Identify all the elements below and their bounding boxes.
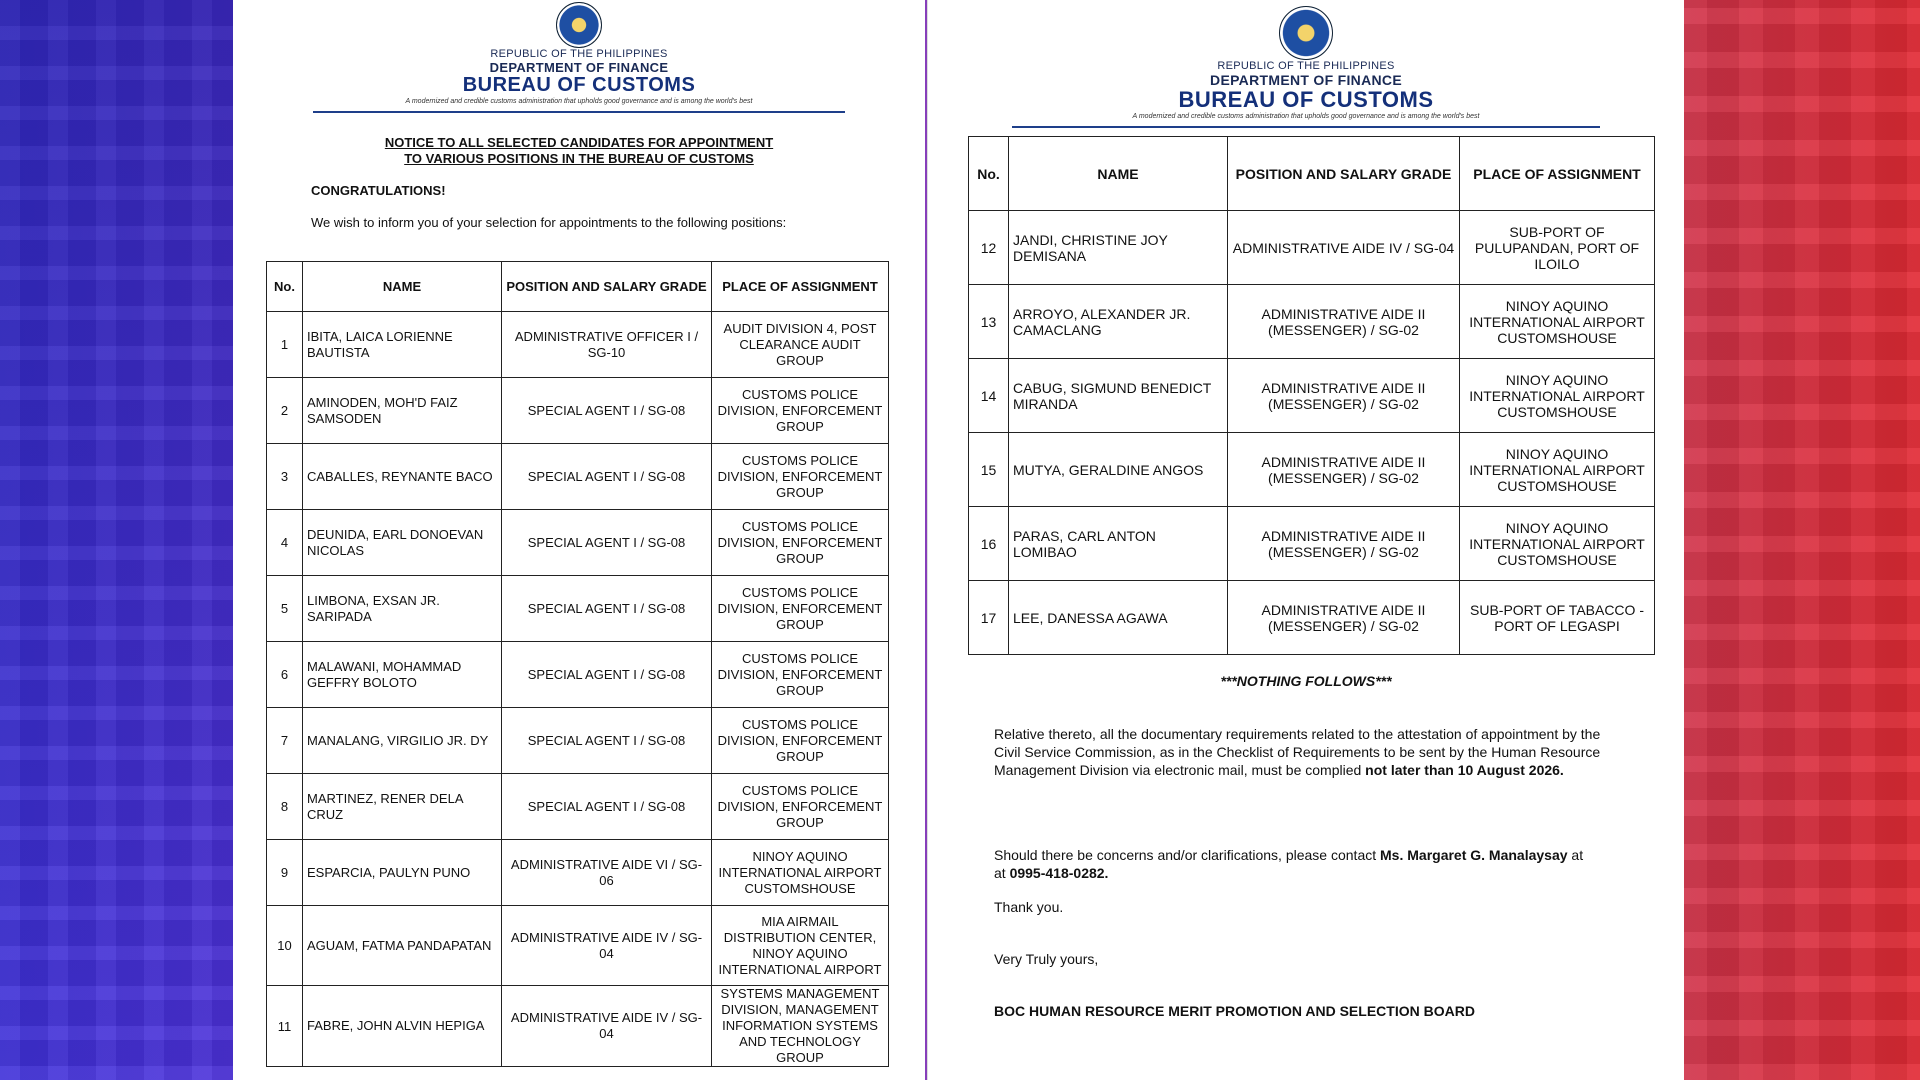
letterhead-bureau: BUREAU OF CUSTOMS xyxy=(462,74,696,96)
row-name: MUTYA, GERALDINE ANGOS xyxy=(1009,433,1228,507)
row-place: CUSTOMS POLICE DIVISION, ENFORCEMENT GROUP xyxy=(712,774,889,840)
row-position: SPECIAL AGENT I / SG-08 xyxy=(502,576,712,642)
table-header-row xyxy=(969,137,1655,211)
requirements-deadline: not later than 10 August 2026. xyxy=(1365,762,1564,778)
contact-person: Ms. Margaret G. Manalaysay xyxy=(1380,847,1568,863)
row-position: ADMINISTRATIVE AIDE IV / SG-04 xyxy=(502,986,712,1067)
row-name: JANDI, CHRISTINE JOY DEMISANA xyxy=(1009,211,1228,285)
column-header-name: NAME xyxy=(303,262,502,312)
requirements-paragraph xyxy=(994,725,1624,779)
row-place: SUB-PORT OF TABACCO - PORT OF LEGASPI xyxy=(1460,581,1655,655)
closing: Very Truly yours, xyxy=(994,951,1099,967)
row-place: SYSTEMS MANAGEMENT DIVISION, MANAGEMENT INFORMATION SYSTEMS AND TECHNOLOGY GROUP xyxy=(712,986,889,1067)
row-number: 13 xyxy=(969,285,1009,359)
row-name: IBITA, LAICA LORIENNE BAUTISTA xyxy=(303,312,502,378)
table-row xyxy=(267,312,889,378)
row-name: LEE, DANESSA AGAWA xyxy=(1009,581,1228,655)
row-place: CUSTOMS POLICE DIVISION, ENFORCEMENT GROUP xyxy=(712,444,889,510)
table-header-row xyxy=(267,262,889,312)
letterhead-divider xyxy=(313,111,845,113)
row-name: AGUAM, FATMA PANDAPATAN xyxy=(303,906,502,986)
row-position: ADMINISTRATIVE AIDE IV / SG-04 xyxy=(502,906,712,986)
notice-title-line2: TO VARIOUS POSITIONS IN THE BUREAU OF CUSTOMS xyxy=(404,151,754,166)
table-row xyxy=(267,642,889,708)
nothing-follows: ***NOTHING FOLLOWS*** xyxy=(1220,673,1392,689)
row-number: 3 xyxy=(267,444,303,510)
table-row xyxy=(969,285,1655,359)
table-body xyxy=(267,312,889,1067)
row-place: CUSTOMS POLICE DIVISION, ENFORCEMENT GROUP xyxy=(712,642,889,708)
letterhead-republic: REPUBLIC OF THE PHILIPPINES xyxy=(490,48,668,60)
row-number: 7 xyxy=(267,708,303,774)
table-row xyxy=(969,507,1655,581)
row-name: LIMBONA, EXSAN JR. SARIPADA xyxy=(303,576,502,642)
row-number: 4 xyxy=(267,510,303,576)
row-number: 16 xyxy=(969,507,1009,581)
document-page-2 xyxy=(927,0,1684,1080)
row-place: NINOY AQUINO INTERNATIONAL AIRPORT CUSTOMSHOUSE xyxy=(1460,359,1655,433)
row-name: AMINODEN, MOH'D FAIZ SAMSODEN xyxy=(303,378,502,444)
row-number: 6 xyxy=(267,642,303,708)
row-number: 10 xyxy=(267,906,303,986)
row-name: FABRE, JOHN ALVIN HEPIGA xyxy=(303,986,502,1067)
row-name: CABALLES, REYNANTE BACO xyxy=(303,444,502,510)
row-name: ESPARCIA, PAULYN PUNO xyxy=(303,840,502,906)
row-place: CUSTOMS POLICE DIVISION, ENFORCEMENT GROUP xyxy=(712,510,889,576)
row-number: 15 xyxy=(969,433,1009,507)
row-place: AUDIT DIVISION 4, POST CLEARANCE AUDIT GROUP xyxy=(712,312,889,378)
letterhead-department: DEPARTMENT OF FINANCE xyxy=(1210,72,1402,88)
row-number: 5 xyxy=(267,576,303,642)
row-place: NINOY AQUINO INTERNATIONAL AIRPORT CUSTOMSHOUSE xyxy=(1460,433,1655,507)
column-header-no: No. xyxy=(267,262,303,312)
row-name: MARTINEZ, RENER DELA CRUZ xyxy=(303,774,502,840)
table-row xyxy=(267,510,889,576)
letterhead xyxy=(233,2,925,113)
row-position: ADMINISTRATIVE AIDE IV / SG-04 xyxy=(1228,211,1460,285)
table-row xyxy=(267,378,889,444)
letterhead-tagline: A modernized and credible customs administration that upholds good governance and is among the world's best xyxy=(405,98,753,105)
row-position: ADMINISTRATIVE AIDE II (MESSENGER) / SG-02 xyxy=(1228,433,1460,507)
document-page-1 xyxy=(233,0,925,1080)
row-position: SPECIAL AGENT I / SG-08 xyxy=(502,642,712,708)
row-name: ARROYO, ALEXANDER JR. CAMACLANG xyxy=(1009,285,1228,359)
table-body xyxy=(969,211,1655,655)
column-header-position: POSITION AND SALARY GRADE xyxy=(1228,137,1460,211)
row-number: 1 xyxy=(267,312,303,378)
column-header-place: PLACE OF ASSIGNMENT xyxy=(1460,137,1655,211)
column-header-position: POSITION AND SALARY GRADE xyxy=(502,262,712,312)
row-number: 2 xyxy=(267,378,303,444)
contact-text: Should there be concerns and/or clarifications, please contact xyxy=(994,847,1381,863)
table-row xyxy=(969,359,1655,433)
table-row xyxy=(267,840,889,906)
boc-seal-logo xyxy=(556,2,602,48)
row-position: SPECIAL AGENT I / SG-08 xyxy=(502,378,712,444)
letterhead-divider xyxy=(1012,126,1600,128)
table-row xyxy=(969,433,1655,507)
row-position: ADMINISTRATIVE OFFICER I / SG-10 xyxy=(502,312,712,378)
signatory-board: BOC HUMAN RESOURCE MERIT PROMOTION AND SELECTION BOARD xyxy=(994,1003,1475,1019)
row-number: 14 xyxy=(969,359,1009,433)
row-position: SPECIAL AGENT I / SG-08 xyxy=(502,444,712,510)
table-row xyxy=(267,774,889,840)
row-number: 9 xyxy=(267,840,303,906)
row-position: ADMINISTRATIVE AIDE II (MESSENGER) / SG-02 xyxy=(1228,581,1460,655)
letterhead-republic: REPUBLIC OF THE PHILIPPINES xyxy=(1217,60,1395,72)
row-position: ADMINISTRATIVE AIDE II (MESSENGER) / SG-02 xyxy=(1228,507,1460,581)
row-name: MANALANG, VIRGILIO JR. DY xyxy=(303,708,502,774)
row-place: NINOY AQUINO INTERNATIONAL AIRPORT CUSTOMSHOUSE xyxy=(1460,507,1655,581)
row-place: NINOY AQUINO INTERNATIONAL AIRPORT CUSTOMSHOUSE xyxy=(1460,285,1655,359)
letterhead-department: DEPARTMENT OF FINANCE xyxy=(489,60,669,75)
table-row xyxy=(267,708,889,774)
letterhead xyxy=(928,6,1684,128)
boc-seal-logo xyxy=(1279,6,1333,60)
row-number: 11 xyxy=(267,986,303,1067)
row-position: SPECIAL AGENT I / SG-08 xyxy=(502,510,712,576)
contact-text-2: at xyxy=(1567,847,1584,863)
column-header-no: No. xyxy=(969,137,1009,211)
row-name: MALAWANI, MOHAMMAD GEFFRY BOLOTO xyxy=(303,642,502,708)
notice-title xyxy=(233,135,925,167)
row-place: NINOY AQUINO INTERNATIONAL AIRPORT CUSTOMSHOUSE xyxy=(712,840,889,906)
row-number: 17 xyxy=(969,581,1009,655)
row-name: CABUG, SIGMUND BENEDICT MIRANDA xyxy=(1009,359,1228,433)
table-row xyxy=(267,576,889,642)
background-left-building xyxy=(0,0,233,1080)
row-place: SUB-PORT OF PULUPANDAN, PORT OF ILOILO xyxy=(1460,211,1655,285)
contact-phone: 0995-418-0282. xyxy=(1009,865,1109,881)
row-position: SPECIAL AGENT I / SG-08 xyxy=(502,774,712,840)
row-place: MIA AIRMAIL DISTRIBUTION CENTER, NINOY AQUINO INTERNATIONAL AIRPORT xyxy=(712,906,889,986)
background-right-building xyxy=(1683,0,1920,1080)
contact-paragraph xyxy=(994,846,1624,882)
table-row xyxy=(267,986,889,1067)
table-row xyxy=(267,444,889,510)
requirements-text: Relative thereto, all the documentary requirements related to the attestation of appointment by the Civil Service Commission, as in the Checklist of Requirements to be sent by the Human Resource Management Division via electronic mail, must be complied xyxy=(994,726,1601,778)
contact-text-3: at xyxy=(994,865,1010,881)
row-position: ADMINISTRATIVE AIDE II (MESSENGER) / SG-02 xyxy=(1228,285,1460,359)
appointments-table-part-1 xyxy=(266,261,889,1067)
row-number: 12 xyxy=(969,211,1009,285)
intro-text: We wish to inform you of your selection for appointments to the following positions: xyxy=(311,215,787,230)
row-name: DEUNIDA, EARL DONOEVAN NICOLAS xyxy=(303,510,502,576)
row-place: CUSTOMS POLICE DIVISION, ENFORCEMENT GROUP xyxy=(712,708,889,774)
table-row xyxy=(969,211,1655,285)
column-header-name: NAME xyxy=(1009,137,1228,211)
row-position: ADMINISTRATIVE AIDE II (MESSENGER) / SG-02 xyxy=(1228,359,1460,433)
letterhead-tagline: A modernized and credible customs administration that upholds good governance and is among the world's best xyxy=(1132,113,1480,121)
row-position: ADMINISTRATIVE AIDE VI / SG-06 xyxy=(502,840,712,906)
row-place: CUSTOMS POLICE DIVISION, ENFORCEMENT GROUP xyxy=(712,378,889,444)
thank-you: Thank you. xyxy=(994,899,1064,915)
column-header-place: PLACE OF ASSIGNMENT xyxy=(712,262,889,312)
table-row xyxy=(267,906,889,986)
table-row xyxy=(969,581,1655,655)
notice-title-line1: NOTICE TO ALL SELECTED CANDIDATES FOR APPOINTMENT xyxy=(384,135,774,150)
greeting: CONGRATULATIONS! xyxy=(311,183,446,198)
row-name: PARAS, CARL ANTON LOMIBAO xyxy=(1009,507,1228,581)
letterhead-bureau: BUREAU OF CUSTOMS xyxy=(1178,87,1434,112)
appointments-table-part-2 xyxy=(968,136,1655,655)
row-place: CUSTOMS POLICE DIVISION, ENFORCEMENT GROUP xyxy=(712,576,889,642)
row-position: SPECIAL AGENT I / SG-08 xyxy=(502,708,712,774)
row-number: 8 xyxy=(267,774,303,840)
